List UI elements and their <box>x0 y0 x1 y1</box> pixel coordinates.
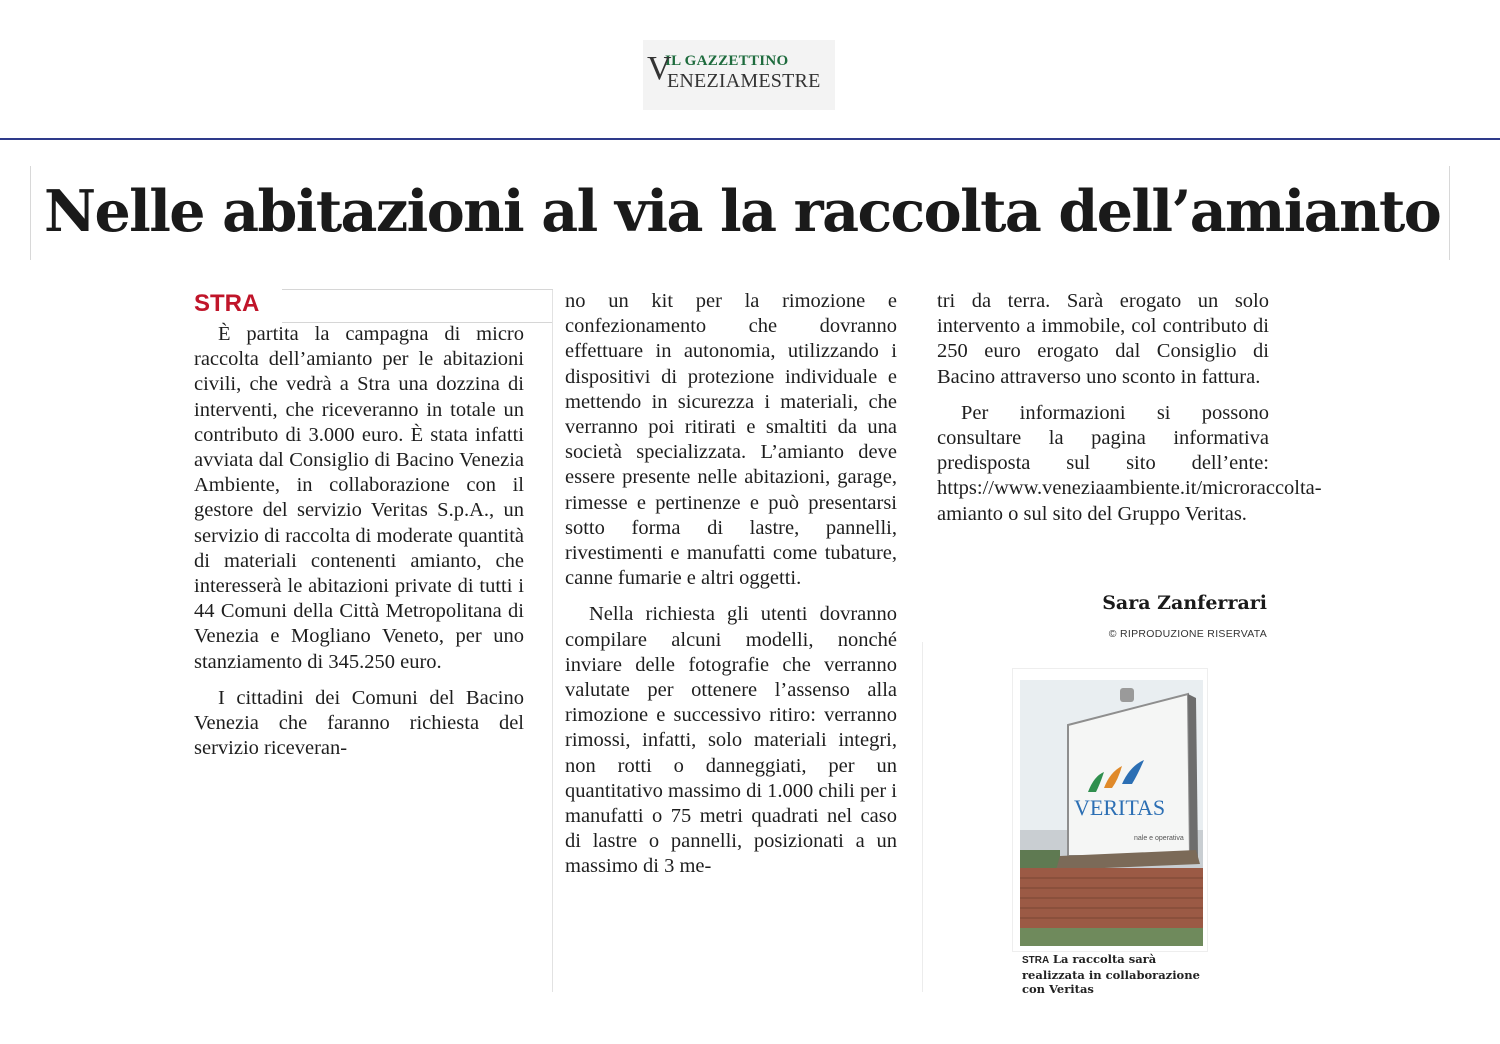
paragraph: È partita la campagna di micro raccolta dell’amianto per le abitazioni civili, che vedrà a Stra una dozzina di interventi, che riceveranno in totale un contributo di 3.000 euro. È stata infatti avviata dal Consiglio di Bacino Venezia Ambiente, in collaborazione con il gestore del servizio Veritas S.p.A., un servizio di raccolta di moderate quantità di materiali contenenti amianto, che interesserà le abitazioni private di tutti i 44 Comuni della Città Metropolitana di Venezia e Mogliano Veneto, per uno stanziamento di 345.250 euro. <box>194 323 524 673</box>
masthead-initial: V <box>647 50 672 87</box>
article-column-1 <box>194 322 524 761</box>
kicker-box <box>282 289 553 323</box>
paragraph: Nella richiesta gli utenti dovranno compilare alcuni modelli, nonché inviare delle fotografie che verranno valutate per ottenere l’assenso alla rimozione e successivo ritiro: verranno rimossi, infatti, solo materiali integri, non rotti o danneggiati, per un quantitativo massimo di 1.000 chili per i manufatti o 75 metri quadrati nel caso di lastre o pannelli, posizionati a un massimo di 3 me- <box>565 603 897 878</box>
paragraph: I cittadini dei Comuni del Bacino Venezia che faranno richiesta del servizio riceveran- <box>194 686 524 760</box>
sign-subtext: nale e operativa <box>1134 835 1184 842</box>
kicker: STRA <box>194 290 260 317</box>
article-column-2 <box>565 289 897 880</box>
paragraph: tri da terra. Sarà erogato un solo intervento a immobile, col contributo di 250 euro erogato dal Consiglio di Bacino attraverso uno sconto in fattura. <box>937 290 1269 388</box>
copyright-notice: © RIPRODUZIONE RISERVATA <box>1108 628 1267 640</box>
masthead-edition: ENEZIAMESTRE <box>667 70 821 92</box>
column-divider <box>552 290 553 992</box>
veritas-sign-photo <box>1020 680 1203 946</box>
caption-text: La raccolta sarà realizzata in collaborazione con Veritas <box>1022 952 1200 996</box>
column-divider <box>922 642 923 992</box>
paragraph: Per informazioni si possono consultare la pagina informativa predisposta sul sito dell’ente: https://www.veneziaambiente.it/microraccolta-amianto o sul sito del Gruppo Veritas. <box>937 401 1322 525</box>
byline: Sara Zanferrari <box>1102 592 1267 614</box>
paragraph: no un kit per la rimozione e confezionamento che dovranno effettuare in autonomia, utilizzando i dispositivi di protezione individuale e mettendo in sicurezza i materiali, che verranno poi ritirati e smaltiti da una società specializzata. L’amianto deve essere presente nelle abitazioni, garage, rimesse e pertinenze e può presentarsi sotto forma di lastre, pannelli, rivestimenti e manufatti come tubature, canne fumarie e altri oggetti. <box>565 290 897 590</box>
photo-illustration <box>1020 680 1203 946</box>
sign-text: VERITAS <box>1074 795 1166 820</box>
article-column-3 <box>937 289 1322 527</box>
caption-kicker: STRA <box>1022 955 1050 966</box>
headline: Nelle abitazioni al via la raccolta dell’amianto <box>44 178 1441 245</box>
photo-caption <box>1022 952 1212 996</box>
header-rule <box>0 138 1500 140</box>
masthead-logo <box>643 40 835 110</box>
masthead-title: IL GAZZETTINO <box>665 53 789 69</box>
